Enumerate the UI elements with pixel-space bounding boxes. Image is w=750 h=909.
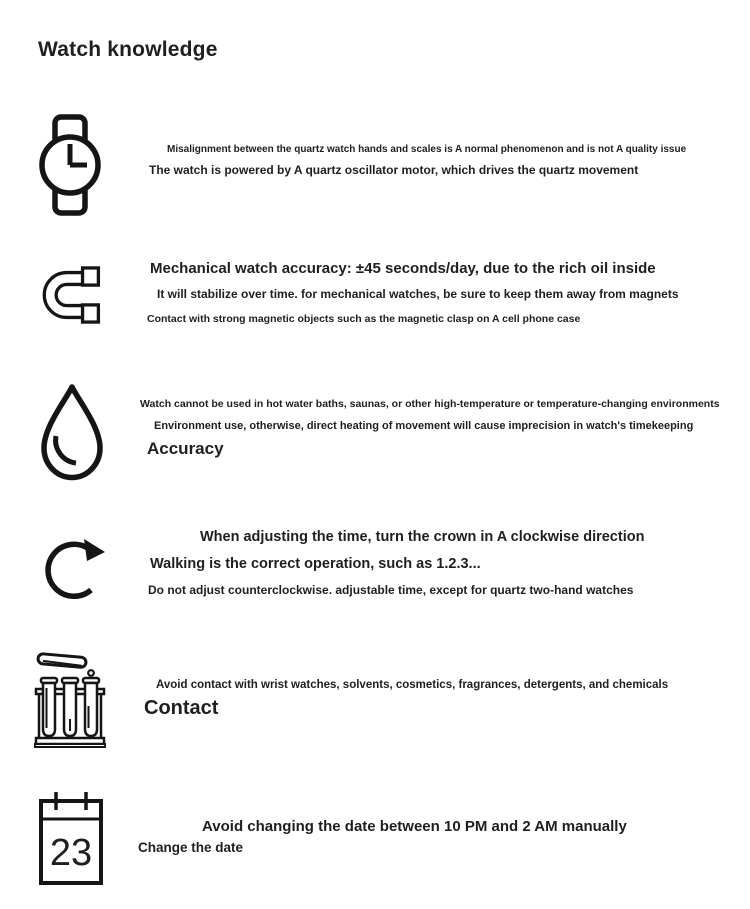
temperature-sub-text: Environment use, otherwise, direct heating of movement will cause imprecision in watch's timekeeping: [154, 420, 694, 432]
magnet-icon: [36, 262, 106, 328]
quartz-note-text: Misalignment between the quartz watch hands and scales is A normal phenomenon and is not A quality issue: [167, 144, 687, 155]
date-main-text: Avoid changing the date between 10 PM and 2 AM manually: [202, 818, 627, 835]
magnet-sub-text: It will stabilize over time. for mechanical watches, be sure to keep them away from magnets: [157, 287, 679, 301]
calendar-date-number: 23: [49, 832, 93, 874]
calendar-icon: [38, 790, 104, 886]
temperature-note-text: Watch cannot be used in hot water baths, saunas, or other high-temperature or temperature-changing environments: [140, 398, 720, 410]
adjust-note-text: Do not adjust counterclockwise. adjustable time, except for quartz two-hand watches: [148, 583, 634, 597]
watch-icon: [34, 114, 106, 216]
clockwise-arrow-icon: [42, 526, 108, 608]
water-drop-icon: [36, 381, 108, 481]
chemicals-text: Avoid contact with wrist watches, solvents, cosmetics, fragrances, detergents, and chemicals: [156, 679, 669, 691]
magnet-main-text: Mechanical watch accuracy: ±45 seconds/day, due to the rich oil inside: [150, 260, 656, 277]
magnet-note-text: Contact with strong magnetic objects such as the magnetic clasp on A cell phone case: [147, 313, 581, 325]
page-title: Watch knowledge: [38, 38, 218, 61]
adjust-main-text: When adjusting the time, turn the crown in A clockwise direction: [200, 529, 645, 545]
adjust-sub-text: Walking is the correct operation, such as 1.2.3...: [150, 556, 481, 572]
test-tubes-icon: [34, 648, 106, 748]
date-sub-text: Change the date: [138, 840, 244, 855]
accuracy-heading: Accuracy: [147, 439, 224, 458]
contact-heading: Contact: [144, 697, 219, 719]
quartz-main-text: The watch is powered by A quartz oscillator motor, which drives the quartz movement: [149, 163, 639, 177]
